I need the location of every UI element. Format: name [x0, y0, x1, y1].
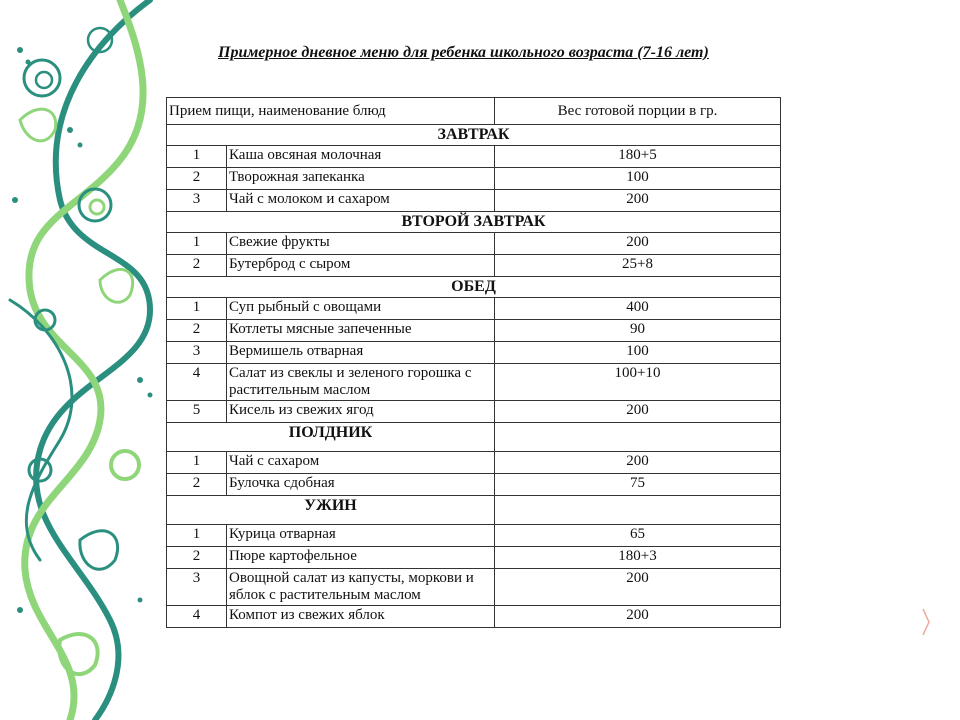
item-dish: Овощной салат из капусты, моркови и яблок с растительным маслом — [227, 569, 495, 606]
ornament-leaf-3 — [80, 531, 118, 570]
item-weight: 90 — [495, 320, 781, 342]
item-dish: Чай с сахаром — [227, 452, 495, 474]
item-weight: 200 — [495, 401, 781, 423]
item-number: 1 — [167, 452, 227, 474]
item-number: 2 — [167, 547, 227, 569]
item-weight: 200 — [495, 606, 781, 628]
item-weight: 100+10 — [495, 364, 781, 401]
item-number: 2 — [167, 168, 227, 190]
item-dish: Вермишель отварная — [227, 342, 495, 364]
section-row — [167, 423, 781, 452]
item-weight: 65 — [495, 525, 781, 547]
ornament-main-vine — [36, 0, 150, 720]
section-empty-cell — [495, 423, 781, 452]
table-row — [167, 233, 781, 255]
table-row — [167, 190, 781, 212]
ornament-spiral-1-inner — [36, 72, 52, 88]
table-row — [167, 255, 781, 277]
item-number: 5 — [167, 401, 227, 423]
item-dish: Котлеты мясные запеченные — [227, 320, 495, 342]
item-weight: 400 — [495, 298, 781, 320]
section-title: УЖИН — [167, 496, 495, 525]
table-row — [167, 364, 781, 401]
item-dish: Чай с молоком и сахаром — [227, 190, 495, 212]
table-header-row — [167, 98, 781, 125]
item-weight: 200 — [495, 233, 781, 255]
ornament-spiral-5 — [111, 451, 139, 479]
item-dish: Кисель из свежих ягод — [227, 401, 495, 423]
item-number: 1 — [167, 233, 227, 255]
item-number: 1 — [167, 298, 227, 320]
item-weight: 75 — [495, 474, 781, 496]
table-row — [167, 606, 781, 628]
decorative-swirl-border — [0, 0, 175, 720]
item-number: 3 — [167, 190, 227, 212]
table-row — [167, 168, 781, 190]
section-empty-cell — [495, 496, 781, 525]
ornament-leaf-1 — [100, 269, 133, 302]
header-weight: Вес готовой порции в гр. — [495, 98, 781, 125]
table-row — [167, 547, 781, 569]
section-row — [167, 212, 781, 233]
item-weight: 200 — [495, 569, 781, 606]
table-row — [167, 342, 781, 364]
item-dish: Свежие фрукты — [227, 233, 495, 255]
item-weight: 180+5 — [495, 146, 781, 168]
item-weight: 180+3 — [495, 547, 781, 569]
section-title: ВТОРОЙ ЗАВТРАК — [167, 212, 781, 233]
item-number: 1 — [167, 146, 227, 168]
table-row — [167, 474, 781, 496]
table-row — [167, 569, 781, 606]
menu-table — [166, 97, 781, 628]
item-dish: Бутерброд с сыром — [227, 255, 495, 277]
item-dish: Салат из свеклы и зеленого горошка с растительным маслом — [227, 364, 495, 401]
section-row — [167, 277, 781, 298]
ornament-inner-vine — [10, 300, 72, 560]
table-row — [167, 320, 781, 342]
table-row — [167, 146, 781, 168]
item-dish: Булочка сдобная — [227, 474, 495, 496]
section-row — [167, 125, 781, 146]
item-dish: Курица отварная — [227, 525, 495, 547]
item-number: 3 — [167, 342, 227, 364]
item-dish: Суп рыбный с овощами — [227, 298, 495, 320]
item-dish: Компот из свежих яблок — [227, 606, 495, 628]
table-row — [167, 452, 781, 474]
ornament-leaf-2 — [20, 109, 56, 141]
item-number: 2 — [167, 320, 227, 342]
item-dish: Каша овсяная молочная — [227, 146, 495, 168]
ornament-spiral-1 — [24, 60, 60, 96]
section-row — [167, 496, 781, 525]
item-weight: 100 — [495, 168, 781, 190]
table-row — [167, 525, 781, 547]
section-title: ПОЛДНИК — [167, 423, 495, 452]
item-weight: 200 — [495, 452, 781, 474]
item-number: 2 — [167, 474, 227, 496]
item-dish: Творожная запеканка — [227, 168, 495, 190]
item-weight: 200 — [495, 190, 781, 212]
item-weight: 100 — [495, 342, 781, 364]
item-number: 2 — [167, 255, 227, 277]
table-row — [167, 401, 781, 423]
header-dish: Прием пищи, наименование блюд — [167, 98, 495, 125]
item-dish: Пюре картофельное — [227, 547, 495, 569]
decorative-mark-icon — [921, 607, 931, 637]
item-number: 4 — [167, 364, 227, 401]
ornament-spiral-3-inner — [90, 200, 104, 214]
item-weight: 25+8 — [495, 255, 781, 277]
item-number: 1 — [167, 525, 227, 547]
ornament-spiral-3 — [79, 189, 111, 221]
table-row — [167, 298, 781, 320]
item-number: 3 — [167, 569, 227, 606]
page-title: Примерное дневное меню для ребенка школьного возраста (7-16 лет) — [218, 44, 709, 61]
section-title: ЗАВТРАК — [167, 125, 781, 146]
item-number: 4 — [167, 606, 227, 628]
section-title: ОБЕД — [167, 277, 781, 298]
